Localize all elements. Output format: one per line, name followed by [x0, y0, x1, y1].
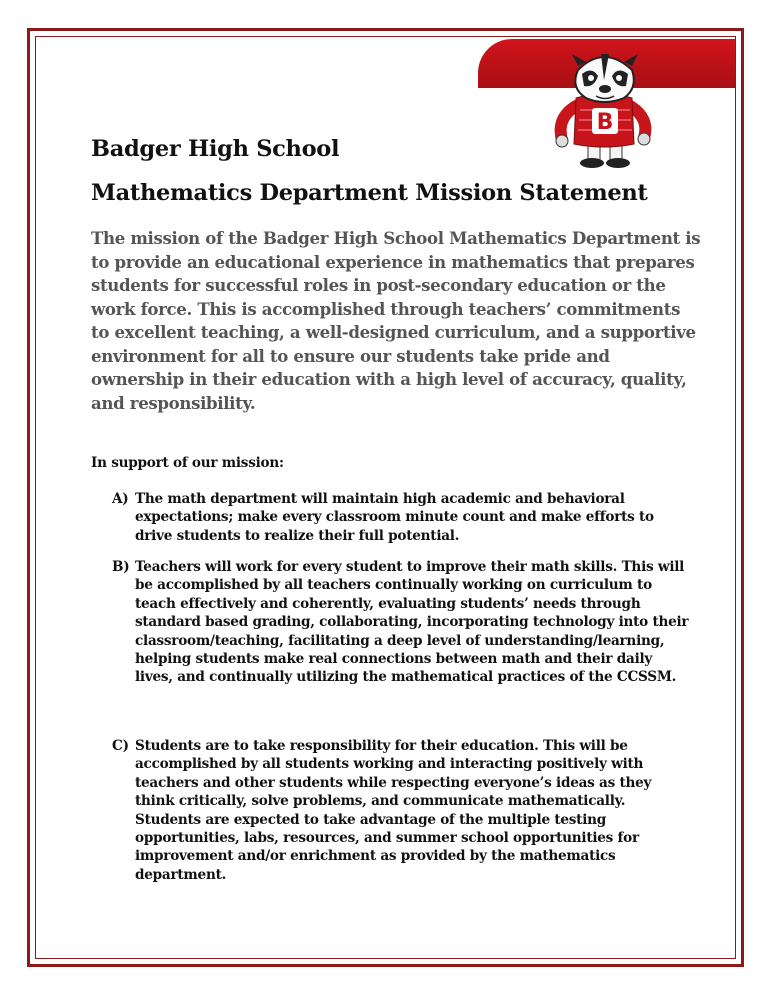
department-title: Mathematics Department Mission Statement: [91, 180, 648, 206]
point-marker: A): [112, 491, 129, 507]
point-text: The math department will maintain high academic and behavioral expectations; make every classroom minute count and make efforts to drive students to realize their full potential.: [135, 491, 654, 544]
mascot-letter: B: [596, 110, 614, 135]
school-title: Badger High School: [91, 136, 340, 162]
support-heading: In support of our mission:: [91, 455, 284, 471]
mission-point-a: [112, 490, 692, 545]
point-marker: C): [112, 738, 129, 754]
mission-statement: The mission of the Badger High School Mathematics Department is to provide an educational experience in mathematics that prepares students for successful roles in post-secondary education or the work force. This is accomplished through teachers’ commitments to excellent teaching, a well-designed curriculum, and a supportive environment for all to ensure our students take pride and ownership in their education with a high level of accuracy, quality, and responsibility.: [91, 228, 701, 413]
point-text: Students are to take responsibility for their education. This will be accomplished by all students working and interacting positively with teachers and other students while respecting everyone’s ideas as they think critically, solve problems, and communicate mathematically. Students are expected to take advantage of the multiple testing opportunities, labs, resources, and summer school opportunities for improvement and/or enrichment as provided by the mathematics department.: [135, 738, 652, 883]
mission-point-c: [112, 737, 692, 884]
point-marker: B): [112, 559, 130, 575]
mission-point-b: [112, 558, 692, 687]
point-text: Teachers will work for every student to improve their math skills. This will be accomplished by all teachers continually working on curriculum to teach effectively and coherently, evaluating students’ needs through standard based grading, collaborating, incorporating technology into their classroom/teaching, facilitating a deep level of understanding/learning, helping students make real connections between math and their daily lives, and continually utilizing the mathematical practices of the CCSSM.: [135, 559, 689, 686]
badger-mascot-icon: [538, 40, 670, 172]
